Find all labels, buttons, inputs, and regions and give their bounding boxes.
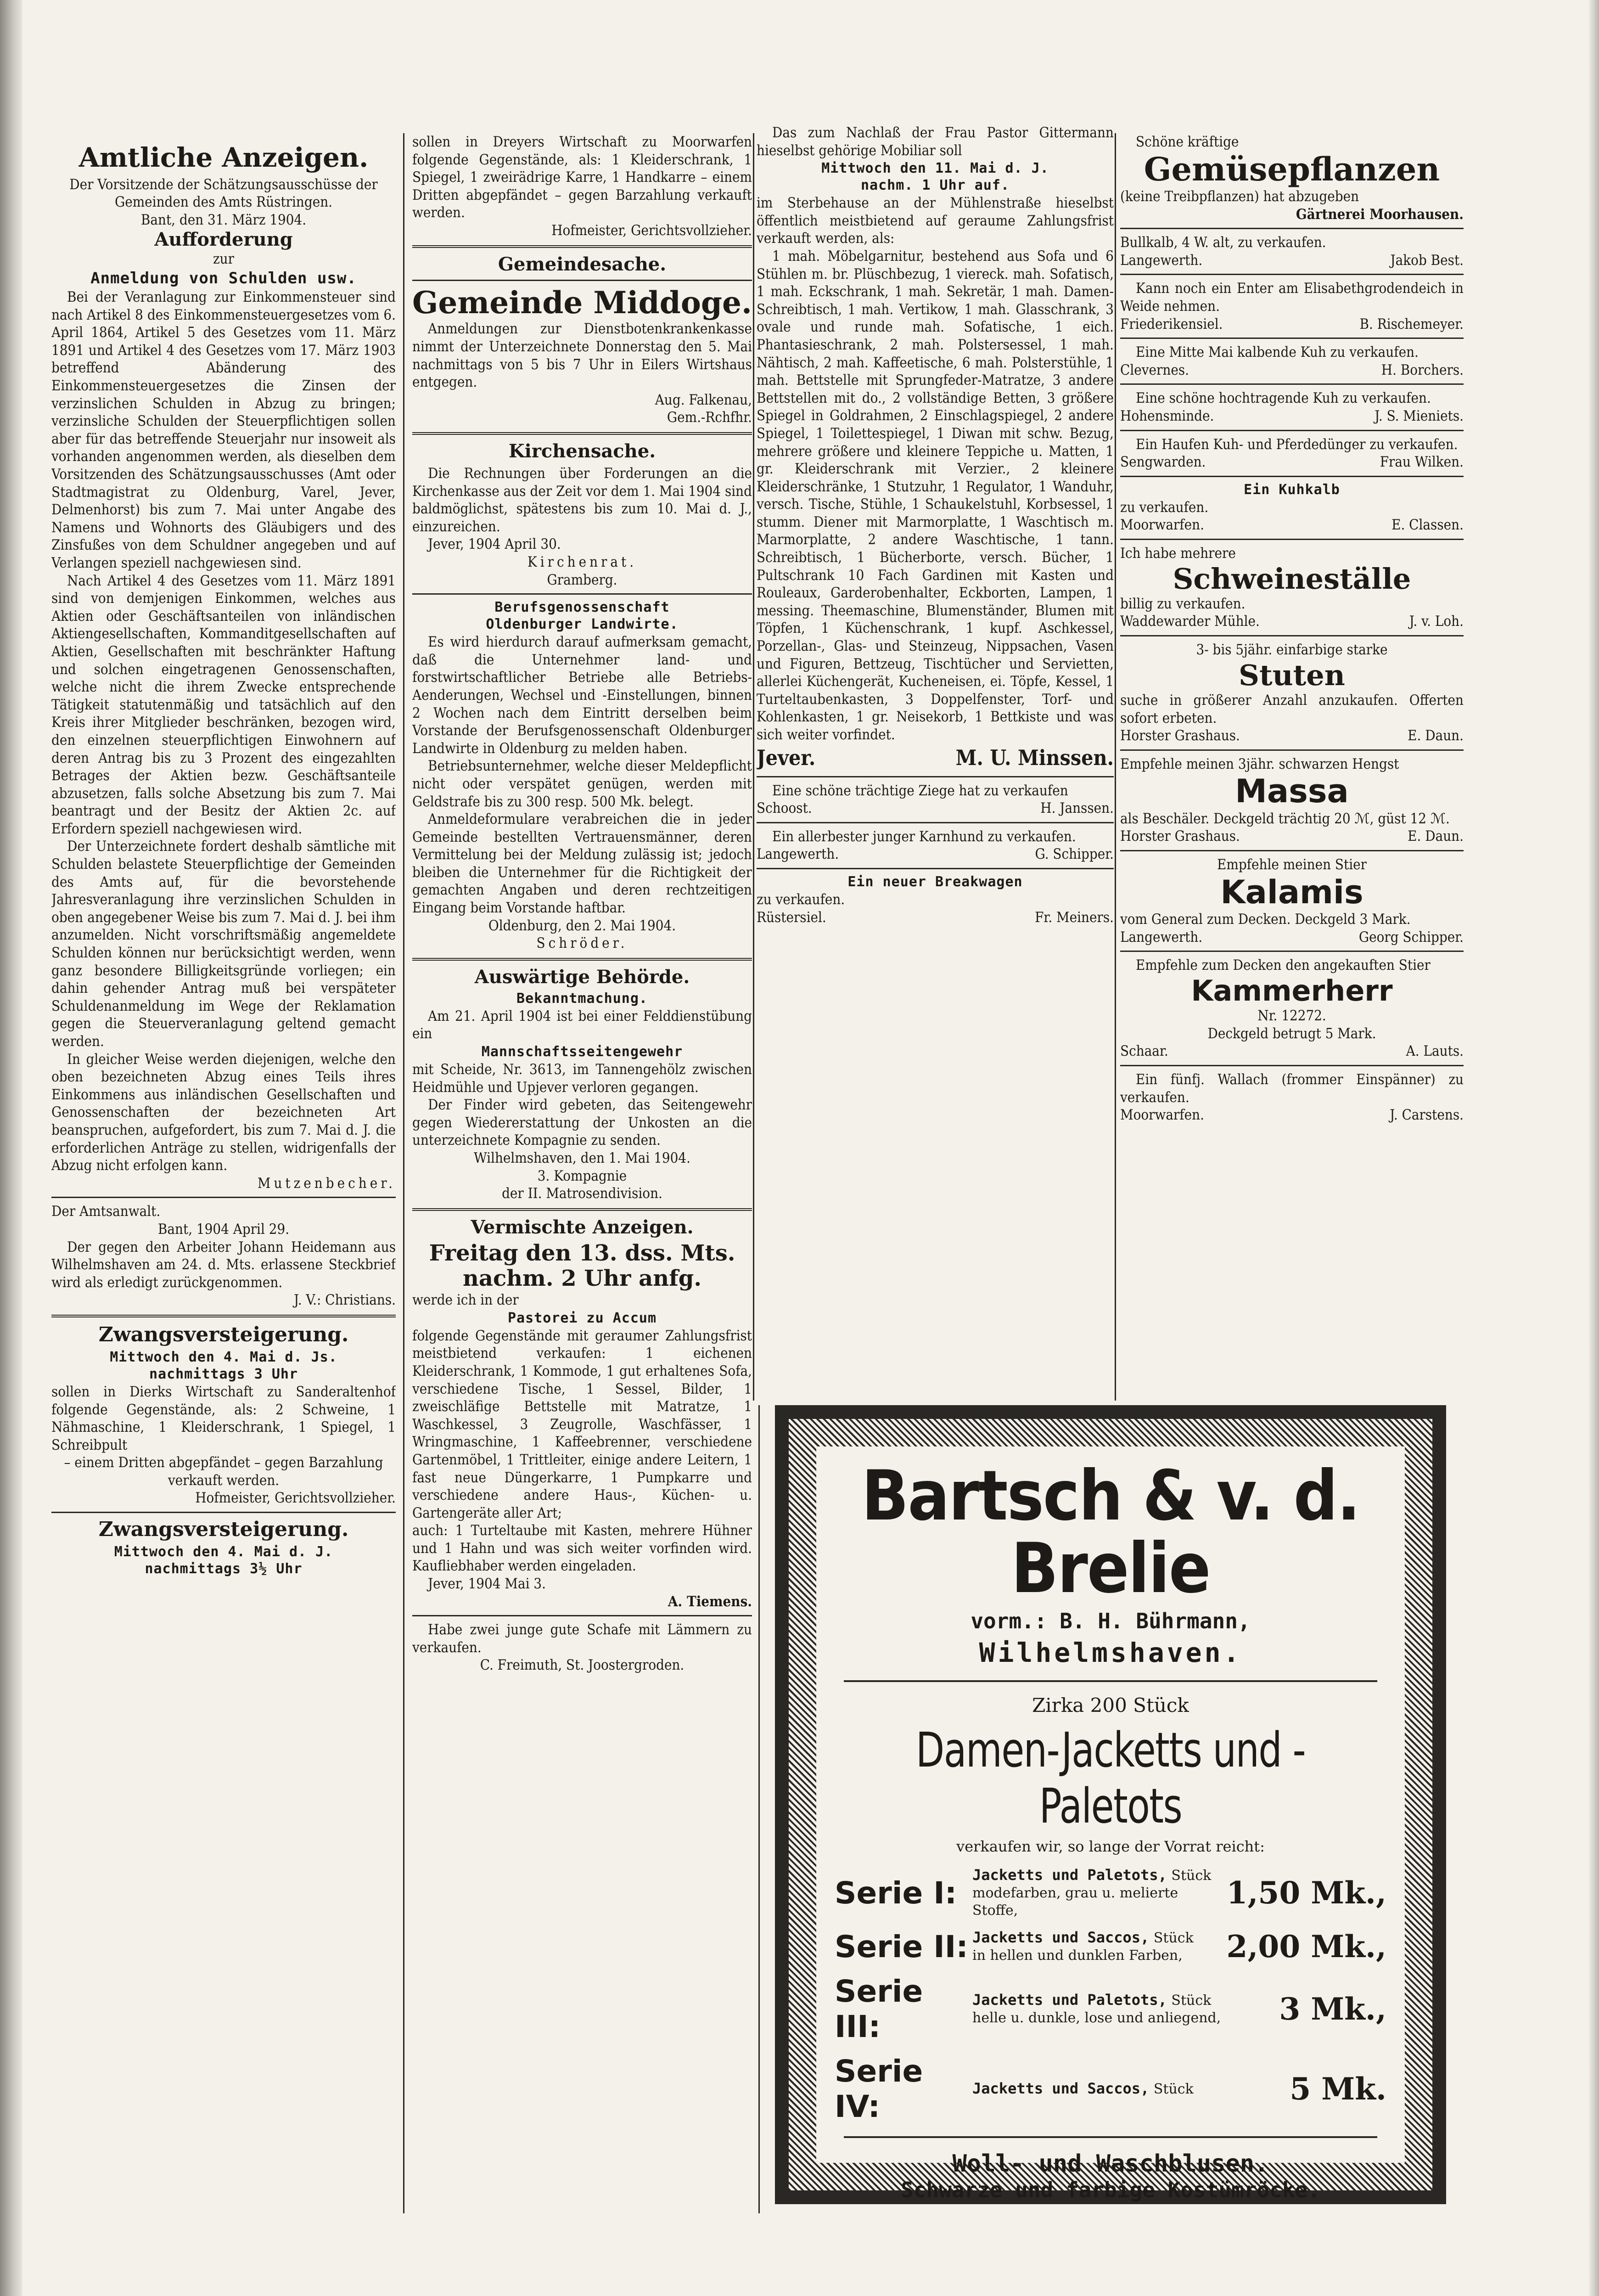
ad-footer-line: Woll- und Waschblusen.: [952, 2150, 1269, 2178]
series-name: Serie IV:: [835, 2054, 923, 2124]
divider: [1120, 749, 1464, 751]
ad-signature-row: [1120, 407, 1464, 425]
notice-signature: Aug. Falkenau,: [655, 391, 752, 408]
series-price: 5 Mk.: [1290, 2071, 1386, 2107]
series-detail: helle u. dunkle, lose und anliegend,: [972, 2010, 1221, 2026]
ad-place: Schaar.: [1120, 1043, 1168, 1060]
binding-edge: [0, 0, 22, 2296]
divider: [1120, 338, 1464, 339]
ad-text: als Beschäler. Deckgeld trächtig 20 ℳ, güst 12 ℳ.: [1120, 810, 1450, 827]
ad-text: (keine Treibpflanzen) hat abzugeben: [1120, 188, 1359, 205]
ad-signature-row: [1120, 1042, 1464, 1060]
ad-text: Ein allerbester junger Karnhund zu verkaufen.: [772, 828, 1076, 845]
divider: [412, 1615, 752, 1616]
ad-headline: Damen-Jacketts und -Paletots: [915, 1722, 1306, 1834]
ad-place: Moorwarfen.: [1120, 1107, 1204, 1124]
notice-paragraph: Anmeldeformulare verabreichen die in jeder Gemeinde bestellten Vertrauensmänner, deren Vermittelung bei der Meldung zulässig ist; jedoch bleiben die Unternehmer für die Richtigkeit der gemachten Angaben und deren rechtzeitigen Eingang beim Vorstande haftbar.: [412, 811, 752, 917]
auction-text: folgende Gegenstände mit geraumer Zahlungsfrist meistbietend verkaufen: 1 eichenen Kleiderschrank, 1 Kommode, 1 gut erhaltenes Sofa, verschiedene Tische, 1 Sessel, Bilder, 1 zweischläfige Bettstelle mit Matratze, 1 Waschkessel, 3 Zeugrolle, Waschfässer, 1 Wringmaschine, 1 Kaffeebrenner, verschiedene Gartenmöbel, 1 Trittleiter, einige andere Leitern, 1 fast neue Düngerkarre, 1 Pumpkarre und verschiedene andere Haus-, Küchen- u. Gartengeräte aller Art;: [412, 1327, 752, 1521]
divider: [51, 1315, 396, 1317]
notice-heading: Der Amtsanwalt.: [51, 1203, 161, 1220]
series-description: [972, 1991, 1279, 2027]
auction-text: auch: 1 Turteltaube mit Kasten, mehrere Hühner und 1 Hahn und was sich weiter vorfinden wird. Kaufliebhaber werden eingeladen.: [412, 1522, 752, 1575]
ad-signature-row: [1120, 453, 1464, 471]
column-rule: [758, 1405, 760, 2213]
ad-place: Horster Grashaus.: [1120, 727, 1240, 744]
series-items: Jacketts und Saccos,: [972, 2080, 1150, 2097]
divider: [1120, 430, 1464, 431]
divider: [1120, 635, 1464, 636]
series-items: Jacketts und Paletots,: [972, 1866, 1167, 1884]
ad-title: Gemüsepflanzen: [1144, 150, 1440, 188]
notice-title: Oldenburger Landwirte.: [486, 616, 679, 633]
auction-title: Zwangsversteigerung.: [98, 1518, 349, 1542]
auction-text: sollen in Dreyers Wirtschaft zu Moorwarfen folgende Gegenstände, als: 1 Kleiderschrank, 1 Spiegel, 1 zweirädrige Karre, 1 Handkarre – einem Dritten abgepfändet – gegen Barzahlung verkauft werden.: [412, 134, 752, 221]
store-name: Bartsch & v. d. Brelie: [861, 1456, 1360, 1609]
auction-date: Mittwoch den 11. Mai d. J.: [821, 160, 1049, 177]
notice-intro: Der Vorsitzende der Schätzungsausschüsse der Gemeinden des Amts Rüstringen.: [69, 176, 378, 211]
divider: [1120, 539, 1464, 540]
ad-signature: G. Schipper.: [1035, 846, 1114, 863]
ad-place: Clevernes.: [1120, 361, 1189, 378]
ad-signature-row: [1120, 929, 1464, 946]
auction-time: nachmittags 3 Uhr: [149, 1366, 298, 1382]
column-rule: [403, 133, 404, 2213]
ad-signature: E. Daun.: [1408, 727, 1464, 744]
section-title: Vermischte Anzeigen.: [471, 1216, 694, 1238]
notice-heading: Aufforderung: [154, 229, 293, 251]
ad-text: 3- bis 5jähr. einfarbige starke: [1196, 642, 1388, 658]
auction-text: werde ich in der: [412, 1292, 519, 1309]
ad-place: Langewerth.: [1120, 929, 1203, 945]
auction-list: 1 mah. Möbelgarnitur, bestehend aus Sofa und 6 Stühlen m. br. Plüschbezug, 1 viereck. mah. Sofatisch, 1 mah. Eckschrank, 1 mah. Sekretär, 1 mah. Damen-Schreibtisch, 1 mah. Vertikow, 1 mah. Glasschrank, 3 ovale und runde mah. Sofatische, 1 eich. Phantasieschrank, 2 mah. Polstersessel, 1 mah. Nähtisch, 2 mah. Kaffeetische, 6 mah. Polsterstühle, 1 mah. Bettstelle mit Sprungfeder-Matratze, 3 andere Bettstellen mit do., 2 vollständige Betten, 3 größere Spiegel in Goldrahmen, 2 Einschlagspiegel, 2 andere Spiegel, 1 Toilettespiegel, 1 Diwan mit schw. Bezug, mehrere größere und kleinere Teppiche u. Matten, 1 gr. Kleiderschrank mit Verzier., 2 kleinere Kleiderschränke, 1 Stutzuhr, 1 Regulator, 1 Wanduhr, versch. Tische, Stühle, 1 Schaukelstuhl, Korbsessel, 1 stumm. Diener mit Marmorplatte, 1 Waschtisch m. Marmorplatte, 2 andere Waschtische, 1 tann. Schreibtisch, 1 Bücherborte, versch. Bücher, 1 Pultschrank 10 Fach Gardinen mit Kasten und Rouleaux, Garderobenhalter, Eckborten, Lampen, 1 messing. Theemaschine, Blumenständer, Blumen mit Töpfen, 1 Küchenschrank, 1 kupf. Aschkessel, Porzellan-, Glas- und Steinzeug, Nippsachen, Vasen und Figuren, Bettzeug, Tischtücher und Servietten, allerlei Küchengerät, Kucheneisen, ei. Töpfe, Kessel, 1 Turteltaubenkasten, 3 Doppelfenster, Torf- und Kohlenkasten, 1 gr. Neisekorb, 1 Bettkiste und was sich weiter vorfindet.: [757, 248, 1114, 743]
divider: [412, 958, 752, 961]
series-description: [972, 2080, 1290, 2098]
notice-paragraph: Anmeldungen zur Dienstbotenkrankenkasse nimmt der Unterzeichnete Donnerstag den 5. Mai nachmittags von 5 bis 7 Uhr in Eilers Wirtshaus entgegen.: [412, 321, 752, 391]
auction-text: sollen in Dierks Wirtschaft zu Sanderaltenhof folgende Gegenstände, als: 2 Schweine, 1 Nähmaschine, 1 Kleiderschrank, 1 Spiegel, 1 Schreibpult: [51, 1383, 396, 1453]
series-items: Jacketts und Paletots,: [972, 1991, 1167, 2009]
series-items: Jacketts und Saccos,: [972, 1929, 1150, 1946]
ad-text: vom General zum Decken. Deckgeld 3 Mark.: [1120, 911, 1411, 928]
notice-subheading: Anmeldung von Schulden usw.: [90, 269, 357, 288]
notice-paragraph: Der Unterzeichnete fordert deshalb sämtliche mit Schulden belastete Steuerpflichtige der Gemeinden des Amts auf, für die bevorstehende Jahresveranlagung ihre verzinslichen Schulden in oben angegebener Weise bis zum 7. Mai d. J. bei ihm anzumelden. Nicht vorschriftsmäßig angemeldete Schulden können nur berücksichtigt werden, wenn ganz besondere Billigkeitsgründe vorliegen; ein dahin gehender Antrag muß bei verspäteter Schuldenanmeldung im Wege der Reklamation gegen die Steuerveranlagung geltend gemacht werden.: [51, 838, 396, 1050]
ad-quantity: Zirka 200 Stück: [1032, 1694, 1189, 1716]
ad-text: Ich habe mehrere: [1120, 545, 1236, 562]
series-row: [835, 1866, 1386, 1919]
section-title: Gemeindesache.: [498, 253, 667, 275]
ad-signature-row: [1120, 252, 1464, 270]
page-edge: [1589, 0, 1599, 2296]
notice-signature: Mutzenbecher.: [257, 1175, 396, 1192]
notice-signature: 3. Kompagnie: [537, 1167, 627, 1184]
notice-paragraph: Am 21. April 1904 ist bei einer Felddienstübung ein: [412, 1007, 752, 1042]
divider: [1120, 274, 1464, 275]
series-description: [972, 1929, 1227, 1964]
ad-place: Horster Grashaus.: [1120, 828, 1240, 845]
divider: [412, 1208, 752, 1211]
ad-place: Sengwarden.: [1120, 454, 1206, 471]
store-city: Wilhelmshaven.: [979, 1637, 1242, 1668]
ad-text: Ein Haufen Kuh- und Pferdedünger zu verkaufen.: [1136, 436, 1458, 453]
ad-signature-row: [1120, 613, 1464, 630]
column-3: [757, 124, 1114, 1391]
ad-signature: Georg Schipper.: [1358, 929, 1464, 945]
divider: [1120, 476, 1464, 477]
notice-paragraph: In gleicher Weise werden diejenigen, welche den oben bezeichneten Abzug eines Teils ihres Einkommens aus inländischen Gesellschaften und Genossenschaften der bezeichneten Art beanspruchen, aufgefordert, bis zum 7. Mai d. J. die erforderlichen Anträge zu stellen, widrigenfalls der Abzug nicht erfolgen kann.: [51, 1051, 396, 1174]
series-price: 1,50 Mk.,: [1226, 1875, 1386, 1911]
series-unit: Stück: [1153, 2081, 1194, 2097]
divider: [1120, 951, 1464, 952]
auction-place: Pastorei zu Accum: [507, 1310, 657, 1326]
notice-signature: der II. Matrosendivision.: [502, 1185, 662, 1202]
notice-paragraph: Es wird hierdurch darauf aufmerksam gemacht, daß die Unternehmer land- und forstwirtschaftlicher Betriebe alle Betriebs-Aenderungen, Wechsel und -Einstellungen, binnen 2 Wochen nach dem Eintritt derselben beim Vorstande der Berufsgenossenschaft Oldenburger Landwirte in Oldenburg zu melden haben.: [412, 634, 752, 757]
divider: [844, 2136, 1377, 2138]
ad-signature-row: [757, 909, 1114, 927]
auction-time: nachm. 1 Uhr auf.: [860, 177, 1010, 194]
auction-signature: A. Tiemens.: [668, 1593, 752, 1610]
auction-signature: Hofmeister, Gerichtsvollzieher.: [551, 222, 752, 239]
series-row: [835, 2054, 1386, 2124]
ad-text: zu verkaufen.: [1120, 499, 1209, 516]
divider: [51, 1197, 396, 1198]
ad-title: Kammerherr: [1191, 974, 1393, 1007]
notice-paragraph: Die Rechnungen über Forderungen an die Kirchenkasse aus der Zeit vor dem 1. Mai 1904 sind baldmöglichst, spätestens bis zum 10. Mai d. J., einzureichen.: [412, 465, 752, 535]
auction-title: Zwangsversteigerung.: [98, 1322, 349, 1346]
divider: [1120, 383, 1464, 385]
series-name: Serie III:: [835, 1974, 923, 2044]
ad-text: Empfehle meinen 3jähr. schwarzen Hengst: [1120, 755, 1399, 772]
series-row: [835, 1929, 1386, 1964]
series-unit: Stück: [1171, 1868, 1212, 1884]
ad-text: Empfehle zum Decken den angekauften Stier: [1136, 957, 1431, 974]
notice-highlight: Mannschaftsseitengewehr: [481, 1044, 683, 1060]
notice-signature: Gramberg.: [547, 571, 617, 588]
auction-text: im Sterbehause an der Mühlenstraße hieselbst öffentlich meistbietend auf geraume Zahlungsfrist verkauft werden, als:: [757, 195, 1114, 247]
ad-text: billig zu verkaufen.: [1120, 595, 1246, 612]
ad-signature: J. v. Loh.: [1409, 613, 1464, 630]
ad-text: Nr. 12272.: [1257, 1007, 1326, 1024]
advertisement-body: [816, 1446, 1405, 2202]
ad-signature: E. Classen.: [1391, 517, 1464, 534]
series-detail: in hellen und dunklen Farben,: [972, 1947, 1183, 1964]
divider: [51, 1512, 396, 1513]
ad-signature-row: [1120, 827, 1464, 845]
auction-signature-row: [757, 744, 1114, 771]
series-price: 3 Mk.,: [1279, 1991, 1386, 2027]
notice-signature: Gem.-Rchfhr.: [667, 409, 752, 426]
ad-signature: C. Freimuth, St. Joostergroden.: [480, 1657, 684, 1674]
notice-heading-zur: zur: [213, 251, 234, 268]
auction-time: nachm. 2 Uhr anfg.: [462, 1265, 702, 1291]
store-former-owner: vorm.: B. H. Bührmann,: [971, 1609, 1251, 1633]
ad-text: Eine Mitte Mai kalbende Kuh zu verkaufen.: [1136, 344, 1419, 361]
ad-signature-row: [1120, 1106, 1464, 1124]
notice-paragraph: Nach Artikel 4 des Gesetzes vom 11. März 1891 sind von demjenigen Einkommen, welches aus Aktien oder Geschäftsanteilen von inländischen Aktiengesellschaften, Kommanditgesellschaften auf Aktien, Gesellschaften mit beschränkter Haftung und solchen eingetragenen Genossenschaften, welche nicht die ihrem Zwecke entsprechende Tätigkeit statutenmäßig und tatsächlich auf den Kreis ihrer Mitglieder beschränken, bezogen wird, den einzelnen steuerpflichtigen Einwohnern auf deren Antrag bis zu 3 Prozent des eingezahlten Betrages der Aktien bezw. Geschäftsanteile abzusetzen, falls solche Absetzung bis zum 7. Mai beantragt und der Besitz der Aktien 2c. auf Erfordern speziell nachgewiesen wird.: [51, 572, 396, 837]
auction-text: Das zum Nachlaß der Frau Pastor Gittermann hieselbst gehörige Mobiliar soll: [757, 124, 1114, 159]
ad-text: zu verkaufen.: [757, 891, 845, 908]
divider: [412, 280, 752, 281]
ad-signature-row: [1120, 516, 1464, 534]
ad-title: Massa: [1235, 772, 1349, 810]
ad-text: Empfehle meinen Stier: [1217, 856, 1367, 873]
divider: [412, 432, 752, 435]
auction-place: Jever.: [757, 745, 816, 770]
ad-place: Waddewarder Mühle.: [1120, 613, 1260, 630]
ad-signature: A. Lauts.: [1406, 1043, 1464, 1060]
auction-text: – einem Dritten abgepfändet – gegen Barzahlung verkauft werden.: [64, 1454, 383, 1489]
series-unit: Stück: [1171, 1992, 1212, 2009]
notice-title: Gemeinde Middoge.: [412, 284, 752, 321]
ad-signature-row: [757, 845, 1114, 863]
series-row: [835, 1974, 1386, 2044]
ad-place: Rüstersiel.: [757, 909, 826, 926]
auction-date: Jever, 1904 Mai 3.: [428, 1576, 546, 1593]
ad-text: Bullkalb, 4 W. alt, zu verkaufen.: [1120, 234, 1326, 251]
store-advertisement: [775, 1405, 1446, 2204]
ad-place: Moorwarfen.: [1120, 517, 1204, 534]
ad-footer-line: Schwarze und farbige Kostümröcke.: [901, 2178, 1320, 2202]
auction-signature: Hofmeister, Gerichtsvollzieher.: [195, 1490, 396, 1507]
divider: [844, 1680, 1377, 1682]
notice-date: Bant, 1904 April 29.: [157, 1221, 290, 1238]
notice-date: Bant, den 31. März 1904.: [140, 211, 307, 228]
notice-paragraph: Der Finder wird gebeten, das Seitengewehr gegen Wiedererstattung der Unkosten an die unterzeichnete Kompagnie zu senden.: [412, 1097, 752, 1149]
notice-signature: Kirchenrat.: [527, 553, 637, 570]
divider: [412, 245, 752, 248]
divider: [757, 822, 1114, 823]
column-2: [412, 133, 752, 2213]
ad-signature: Fr. Meiners.: [1035, 909, 1114, 926]
ad-text: Schöne kräftige: [1136, 134, 1239, 150]
ad-place: Friederikensiel.: [1120, 315, 1223, 332]
ad-signature: H. Janssen.: [1040, 800, 1114, 817]
section-title: Auswärtige Behörde.: [474, 966, 690, 988]
notice-paragraph: Betriebsunternehmer, welche dieser Meldepflicht nicht oder verspätet genügen, werden mit Geldstrafe bis zu 300 resp. 500 Mk. belegt.: [412, 758, 752, 810]
series-description: [972, 1866, 1227, 1919]
ad-note: verkaufen wir, so lange der Vorrat reicht:: [956, 1838, 1265, 1855]
ad-signature-row: [757, 799, 1114, 817]
ad-signature-row: [1120, 361, 1464, 379]
divider: [757, 776, 1114, 777]
notice-date: Jever, 1904 April 30.: [428, 536, 561, 553]
ad-title: Schweineställe: [1173, 562, 1411, 596]
notice-signature: Schröder.: [536, 935, 628, 952]
series-name: Serie I:: [835, 1875, 957, 1911]
section-title: Amtliche Anzeigen.: [79, 142, 369, 173]
ad-place: Schoost.: [757, 800, 812, 817]
ad-text: Eine schöne hochtragende Kuh zu verkaufen.: [1136, 390, 1431, 407]
auction-date: Mittwoch den 4. Mai d. Js.: [110, 1349, 337, 1365]
divider: [1120, 1065, 1464, 1066]
ad-place: Langewerth.: [757, 846, 839, 863]
series-price: 2,00 Mk.,: [1226, 1929, 1386, 1964]
ad-text: Habe zwei junge gute Schafe mit Lämmern zu verkaufen.: [412, 1621, 752, 1656]
divider: [1120, 228, 1464, 229]
notice-date: Wilhelmshaven, den 1. Mai 1904.: [474, 1150, 690, 1167]
notice-paragraph: Bei der Veranlagung zur Einkommensteuer sind nach Artikel 8 des Einkommensteuergesetzes vom 6. April 1864, Artikel 5 des Gesetzes vom 11. März 1891 und Artikel 4 des Gesetzes vom 17. März 1903 betreffend Abänderung des Einkommensteuergesetzes die Zinsen der verzinslichen Schulden in Abzug zu bringen; verzinsliche Schulden der Steuerpflichtigen sollen aber für das betreffende Steuerjahr nur insoweit als vorhanden angenommen werden, als dieselben dem Vorsitzenden des Schätzungsausschusses (Amt oder Stadtmagistrat zu Oldenburg, Varel, Jever, Delmenhorst) bis zum 7. Mai unter Angabe des Namens und Wohnorts des Gläubigers und des Zinsfußes von dem Schuldner angegeben und auf Verlangen speziell nachgewiesen sind.: [51, 289, 396, 571]
ad-signature: Jakob Best.: [1390, 252, 1464, 269]
ad-signature: J. Carstens.: [1390, 1107, 1464, 1124]
column-rule: [1115, 133, 1116, 1401]
ad-title: Ein neuer Breakwagen: [847, 873, 1023, 890]
ad-text: Kann noch ein Enter am Elisabethgrodendeich in Weide nehmen.: [1120, 280, 1464, 315]
ad-place: Langewerth.: [1120, 252, 1203, 269]
ad-text: Eine schöne trächtige Ziege hat zu verkaufen: [772, 782, 1068, 799]
auction-signature: M. U. Minssen.: [955, 745, 1114, 770]
auction-date: Mittwoch den 4. Mai d. J.: [114, 1544, 333, 1560]
divider: [757, 868, 1114, 869]
ad-title: Stuten: [1239, 658, 1345, 692]
notice-title: Berufsgenossenschaft: [494, 599, 670, 616]
series-detail: modefarben, grau u. melierte Stoffe,: [972, 1885, 1178, 1919]
notice-date: Oldenburg, den 2. Mai 1904.: [488, 917, 676, 934]
series-unit: Stück: [1153, 1930, 1194, 1946]
ad-signature: Frau Wilken.: [1380, 454, 1464, 471]
ad-signature-row: [1120, 315, 1464, 333]
column-4: [1120, 133, 1464, 1401]
ad-signature: Gärtnerei Moorhausen.: [1296, 206, 1464, 223]
ad-signature: E. Daun.: [1408, 828, 1464, 845]
ad-text: Ein fünfj. Wallach (frommer Einspänner) zu verkaufen.: [1120, 1071, 1464, 1106]
column-1: [51, 124, 396, 2296]
ad-place: Hohensminde.: [1120, 408, 1214, 425]
ad-text: Deckgeld betrugt 5 Mark.: [1207, 1025, 1376, 1042]
column-rule: [753, 133, 754, 1401]
ad-title: Ein Kuhkalb: [1244, 481, 1340, 498]
ad-signature: B. Rischemeyer.: [1359, 315, 1464, 332]
auction-time: nachmittags 3½ Uhr: [145, 1561, 303, 1577]
notice-title: Bekanntmachung.: [516, 990, 648, 1007]
auction-date: Freitag den 13. dss. Mts.: [429, 1240, 735, 1266]
divider: [1120, 850, 1464, 851]
ad-title: Kalamis: [1220, 873, 1363, 911]
series-name: Serie II:: [835, 1929, 968, 1964]
section-title: Kirchensache.: [508, 440, 656, 462]
ad-signature: H. Borchers.: [1381, 361, 1464, 378]
ad-signature: J. S. Mieniets.: [1375, 408, 1464, 425]
notice-signature: J. V.: Christians.: [293, 1292, 396, 1309]
ad-text: suche in größerer Anzahl anzukaufen. Offerten sofort erbeten.: [1120, 692, 1464, 726]
notice-paragraph: mit Scheide, Nr. 3613, im Tannengehölz zwischen Heidmühle und Upjever verloren gegangen.: [412, 1061, 752, 1096]
divider: [412, 593, 752, 595]
ad-signature-row: [1120, 727, 1464, 745]
notice-paragraph: Der gegen den Arbeiter Johann Heidemann aus Wilhelmshaven am 24. d. Mts. erlassene Steckbrief wird als erledigt zurückgenommen.: [51, 1238, 396, 1291]
